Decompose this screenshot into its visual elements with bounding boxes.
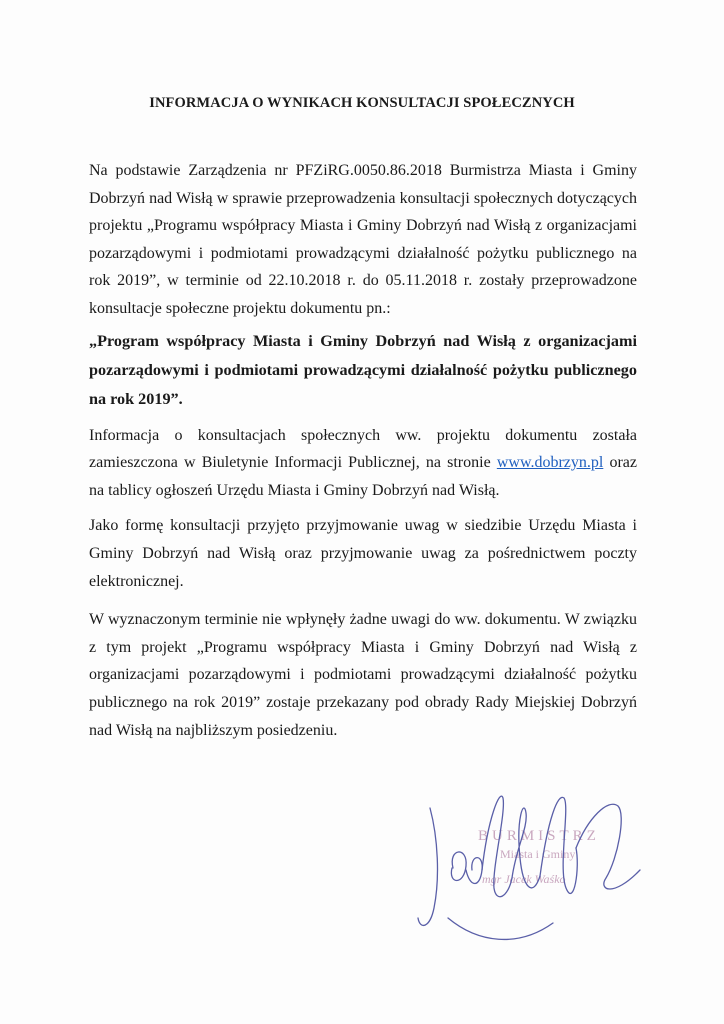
- document-body: [89, 157, 637, 744]
- paragraph-consultation-form: Jako formę konsultacji przyjęto przyjmowanie uwag w siedzibie Urzędu Miasta i Gminy Dobrzyń nad Wisłą oraz przyjmowanie uwag za pośrednictwem poczty elektronicznej.: [89, 517, 637, 590]
- paragraph-publication-text-after: oraz na tablicy ogłoszeń Urzędu Miasta i Gminy Dobrzyń nad Wisłą.: [89, 454, 638, 499]
- paragraph-publication-text-before: Informacja o konsultacjach społecznych ww. projektu dokumentu została zamieszczona w Biuletynie Informacji Publicznej, na stronie: [89, 426, 637, 472]
- program-title: „Program współpracy Miasta i Gminy Dobrzyń nad Wisłą z organizacjami pozarządowymi i podmiotami prowadzącymi działalność pożytku publicznego na rok 2019”.: [89, 331, 637, 408]
- paragraph-publication: [89, 422, 637, 505]
- document-title: INFORMACJA O WYNIKACH KONSULTACJI SPOŁECZNYCH: [149, 95, 575, 111]
- stamp-line-title: BURMISTRZ: [478, 828, 600, 844]
- website-link[interactable]: www.dobrzyn.pl: [496, 454, 604, 472]
- stamp-line-office: Miasta i Gminy: [500, 847, 576, 861]
- stamp-line-name: mgr Jacek Waśko: [482, 872, 566, 886]
- paragraph-result: W wyznaczonym terminie nie wpłynęły żadne uwagi do ww. dokumentu. W związku z tym projekt „Programu współpracy Miasta i Gminy Dobrzyń nad Wisłą z organizacjami pozarządowymi i podmiotami prowadzącymi działalność pożytku publicznego na rok 2019” zostaje przekazany pod obrady Rady Miejskiej Dobrzyń nad Wisłą na najbliższym posiedzeniu.: [89, 611, 637, 739]
- handwritten-signature: [408, 758, 658, 958]
- paragraph-legal-basis: Na podstawie Zarządzenia nr PFZiRG.0050.86.2018 Burmistrza Miasta i Gminy Dobrzyń nad Wisłą w sprawie przeprowadzenia konsultacji społecznych dotyczących projektu „Programu współpracy Miasta i Gminy Dobrzyń nad Wisłą z organizacjami pozarządowymi i podmiotami prowadzącymi działalność pożytku publicznego na rok 2019”, w terminie od 22.10.2018 r. do 05.11.2018 r. zostały przeprowadzone konsultacje społeczne projektu dokumentu pn.:: [89, 162, 637, 317]
